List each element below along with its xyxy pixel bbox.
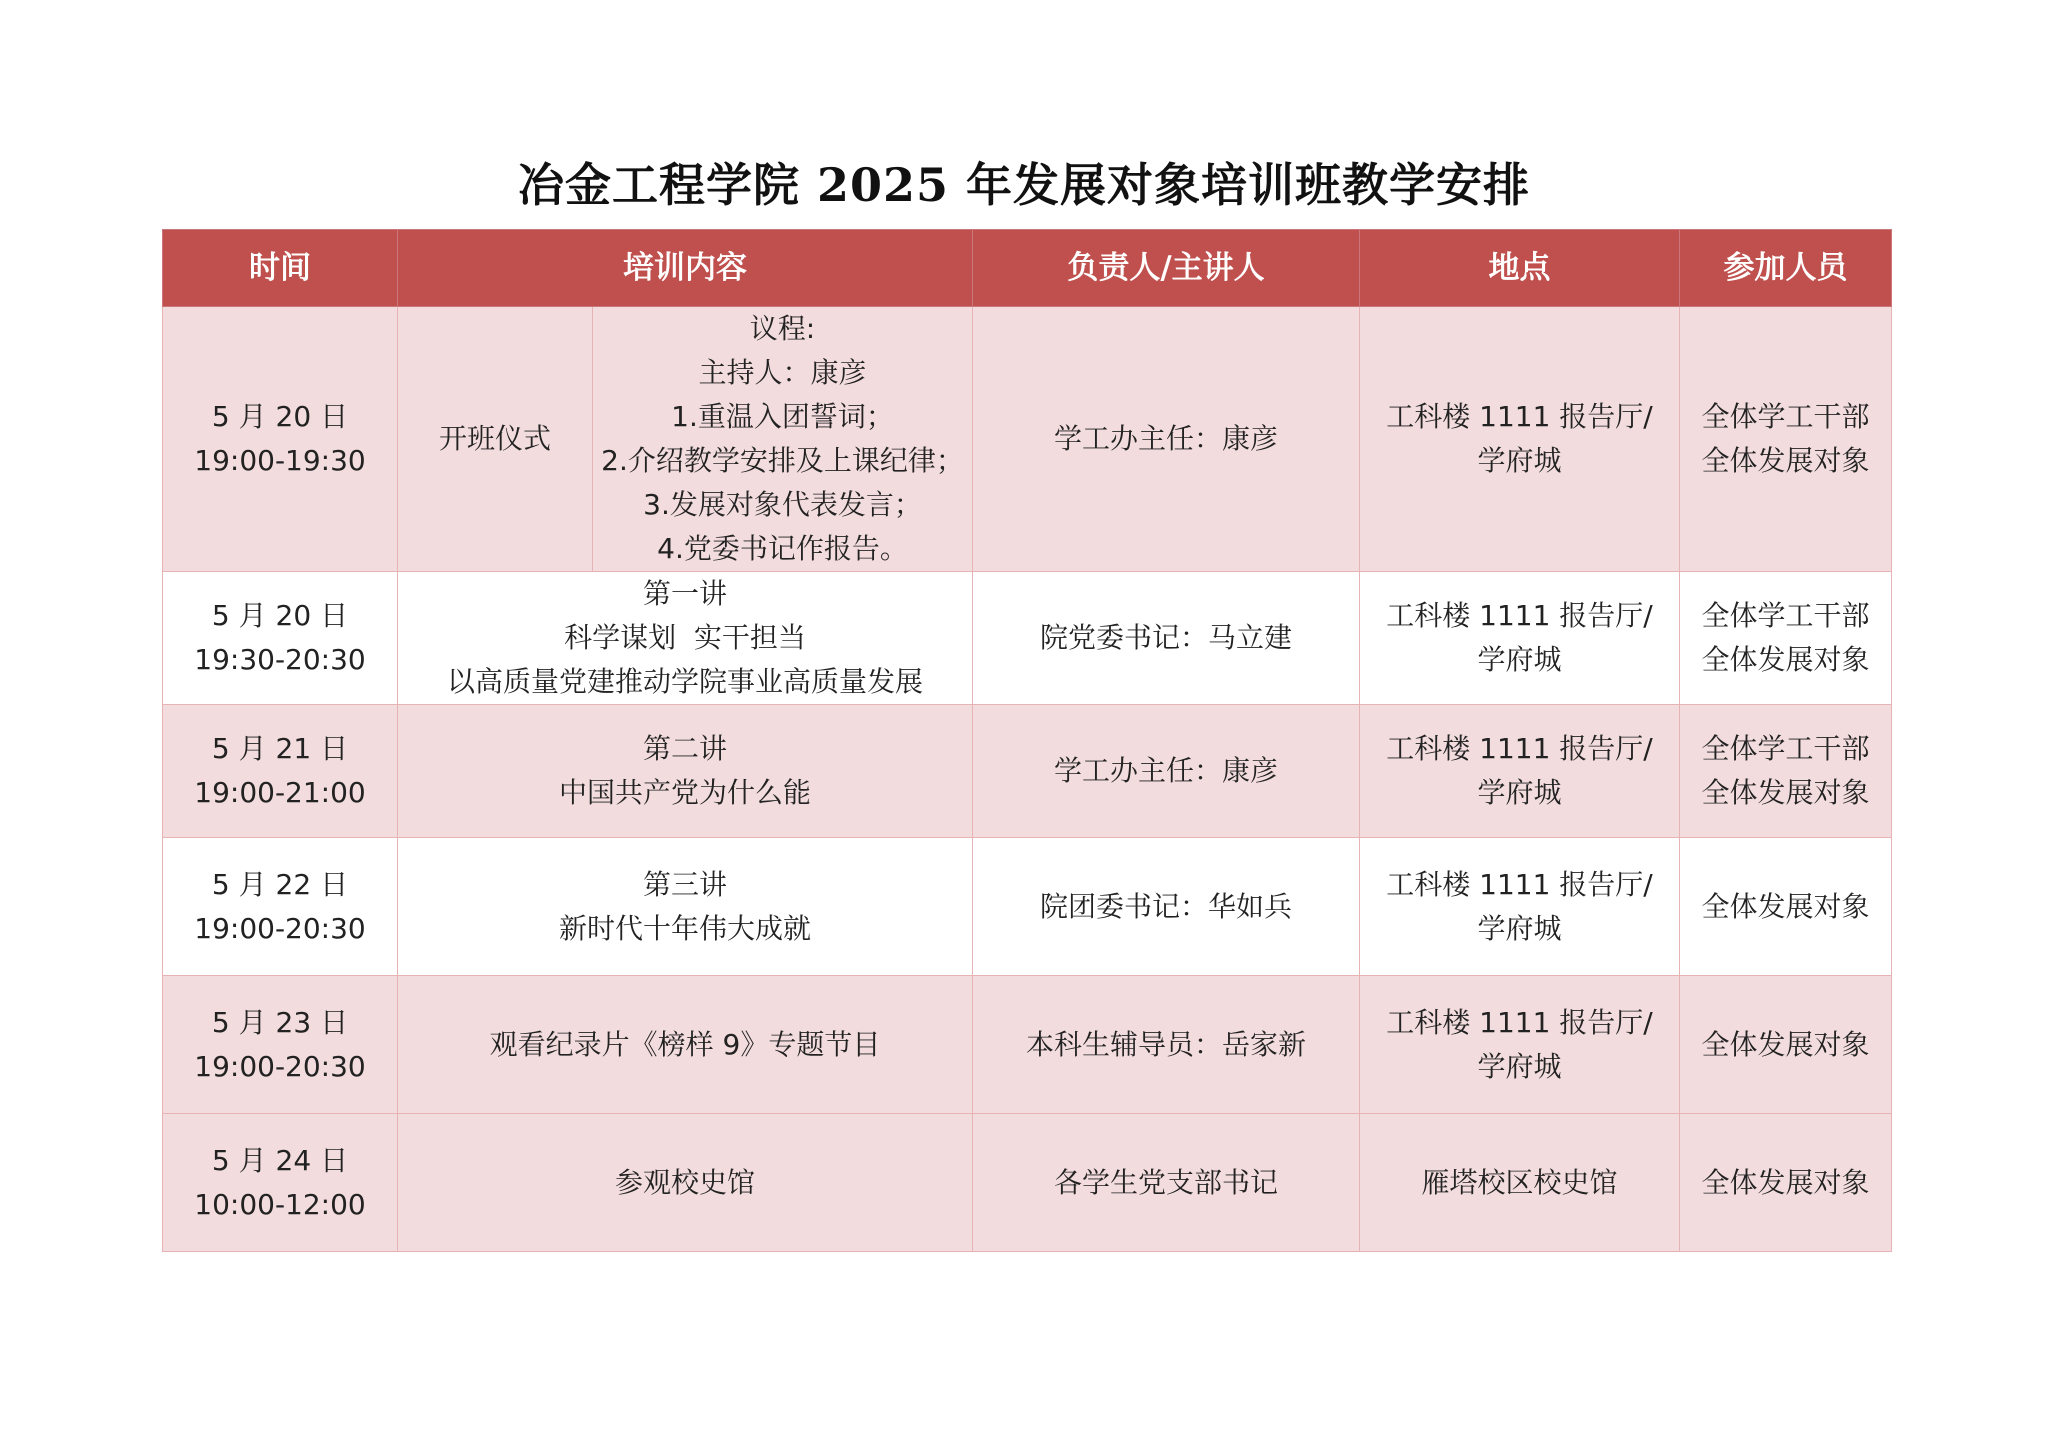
content-cell: 参观校史馆 [398,1114,973,1252]
agenda-line: 议程: [749,312,816,345]
location-cell [1360,838,1680,976]
time-cell [163,307,398,572]
location-line: 学府城 [1477,776,1562,809]
time-text: 19:00-21:00 [194,776,366,809]
location-line: 学府城 [1477,1049,1562,1083]
attendees-line: 全体发展对象 [1701,444,1870,477]
location-line: 学府城 [1477,643,1562,676]
agenda-line: 主持人：康彦 [698,356,867,389]
attendees-line: 全体学工干部 [1701,599,1870,632]
time-cell [163,572,398,705]
attendees-cell: 全体发展对象 [1680,1114,1892,1252]
agenda-line: 4.党委书记作报告。 [657,532,908,565]
header-content: 培训内容 [398,230,973,307]
table-row [163,705,1892,838]
time-cell [163,1114,398,1252]
table-header-row [163,230,1892,307]
location-line: 工科楼 1111 报告厅/ [1386,599,1653,632]
table-row [163,976,1892,1114]
date-text: 5 月 20 日 [211,599,349,632]
content-cell [398,572,973,705]
header-attendees: 参加人员 [1680,230,1892,307]
attendees-line: 全体学工干部 [1701,400,1870,433]
time-text: 19:00-20:30 [194,1049,366,1083]
location-line: 学府城 [1477,444,1562,477]
time-text: 19:00-20:30 [194,911,366,945]
table-row [163,1114,1892,1252]
time-cell [163,838,398,976]
speaker-cell: 本科生辅导员：岳家新 [973,976,1360,1114]
table-row [163,572,1892,705]
content-line: 新时代十年伟大成就 [558,911,811,945]
table-row [163,307,1892,572]
content-cell [398,838,973,976]
location-line: 工科楼 1111 报告厅/ [1386,400,1653,433]
location-line: 工科楼 1111 报告厅/ [1386,867,1653,901]
agenda-line: 3.发展对象代表发言； [643,488,922,521]
header-time: 时间 [163,230,398,307]
content-line: 以高质量党建推动学院事业高质量发展 [446,665,923,698]
attendees-line: 全体发展对象 [1701,643,1870,676]
location-cell [1360,705,1680,838]
attendees-line: 全体学工干部 [1701,732,1870,765]
speaker-cell: 院团委书记：华如兵 [973,838,1360,976]
speaker-cell: 各学生党支部书记 [973,1114,1360,1252]
time-cell [163,976,398,1114]
content-title-cell: 开班仪式 [398,307,593,572]
date-text: 5 月 23 日 [211,1005,349,1039]
attendees-cell [1680,307,1892,572]
date-text: 5 月 20 日 [211,400,349,433]
attendees-line: 全体发展对象 [1701,776,1870,809]
content-line: 第三讲 [642,867,727,901]
location-cell [1360,976,1680,1114]
location-cell [1360,307,1680,572]
speaker-cell: 院党委书记：马立建 [973,572,1360,705]
location-cell [1360,572,1680,705]
time-cell [163,705,398,838]
date-text: 5 月 21 日 [211,732,349,765]
page-title: 冶金工程学院 2025 年发展对象培训班教学安排 [517,158,1531,212]
table-row [163,838,1892,976]
location-line: 学府城 [1477,911,1562,945]
header-location: 地点 [1360,230,1680,307]
attendees-cell [1680,705,1892,838]
schedule-table [162,229,1892,1252]
attendees-cell: 全体发展对象 [1680,838,1892,976]
attendees-cell [1680,572,1892,705]
attendees-cell: 全体发展对象 [1680,976,1892,1114]
content-line: 科学谋划 实干担当 [564,621,806,654]
content-line: 第一讲 [642,577,727,610]
time-text: 10:00-12:00 [194,1187,366,1221]
location-cell: 雁塔校区校史馆 [1360,1114,1680,1252]
location-line: 工科楼 1111 报告厅/ [1386,732,1653,765]
speaker-cell: 学工办主任：康彦 [973,307,1360,572]
agenda-line: 2.介绍教学安排及上课纪律； [601,444,964,477]
location-line: 工科楼 1111 报告厅/ [1386,1005,1653,1039]
content-cell [398,705,973,838]
agenda-cell [593,307,973,572]
agenda-line: 1.重温入团誓词； [671,400,894,433]
time-text: 19:30-20:30 [194,643,366,676]
content-line: 中国共产党为什么能 [558,776,811,809]
content-line: 第二讲 [642,732,727,765]
header-speaker: 负责人/主讲人 [973,230,1360,307]
date-text: 5 月 22 日 [211,867,349,901]
speaker-cell: 学工办主任：康彦 [973,705,1360,838]
time-text: 19:00-19:30 [194,444,366,477]
content-cell: 观看纪录片《榜样 9》专题节目 [398,976,973,1114]
date-text: 5 月 24 日 [211,1143,349,1177]
